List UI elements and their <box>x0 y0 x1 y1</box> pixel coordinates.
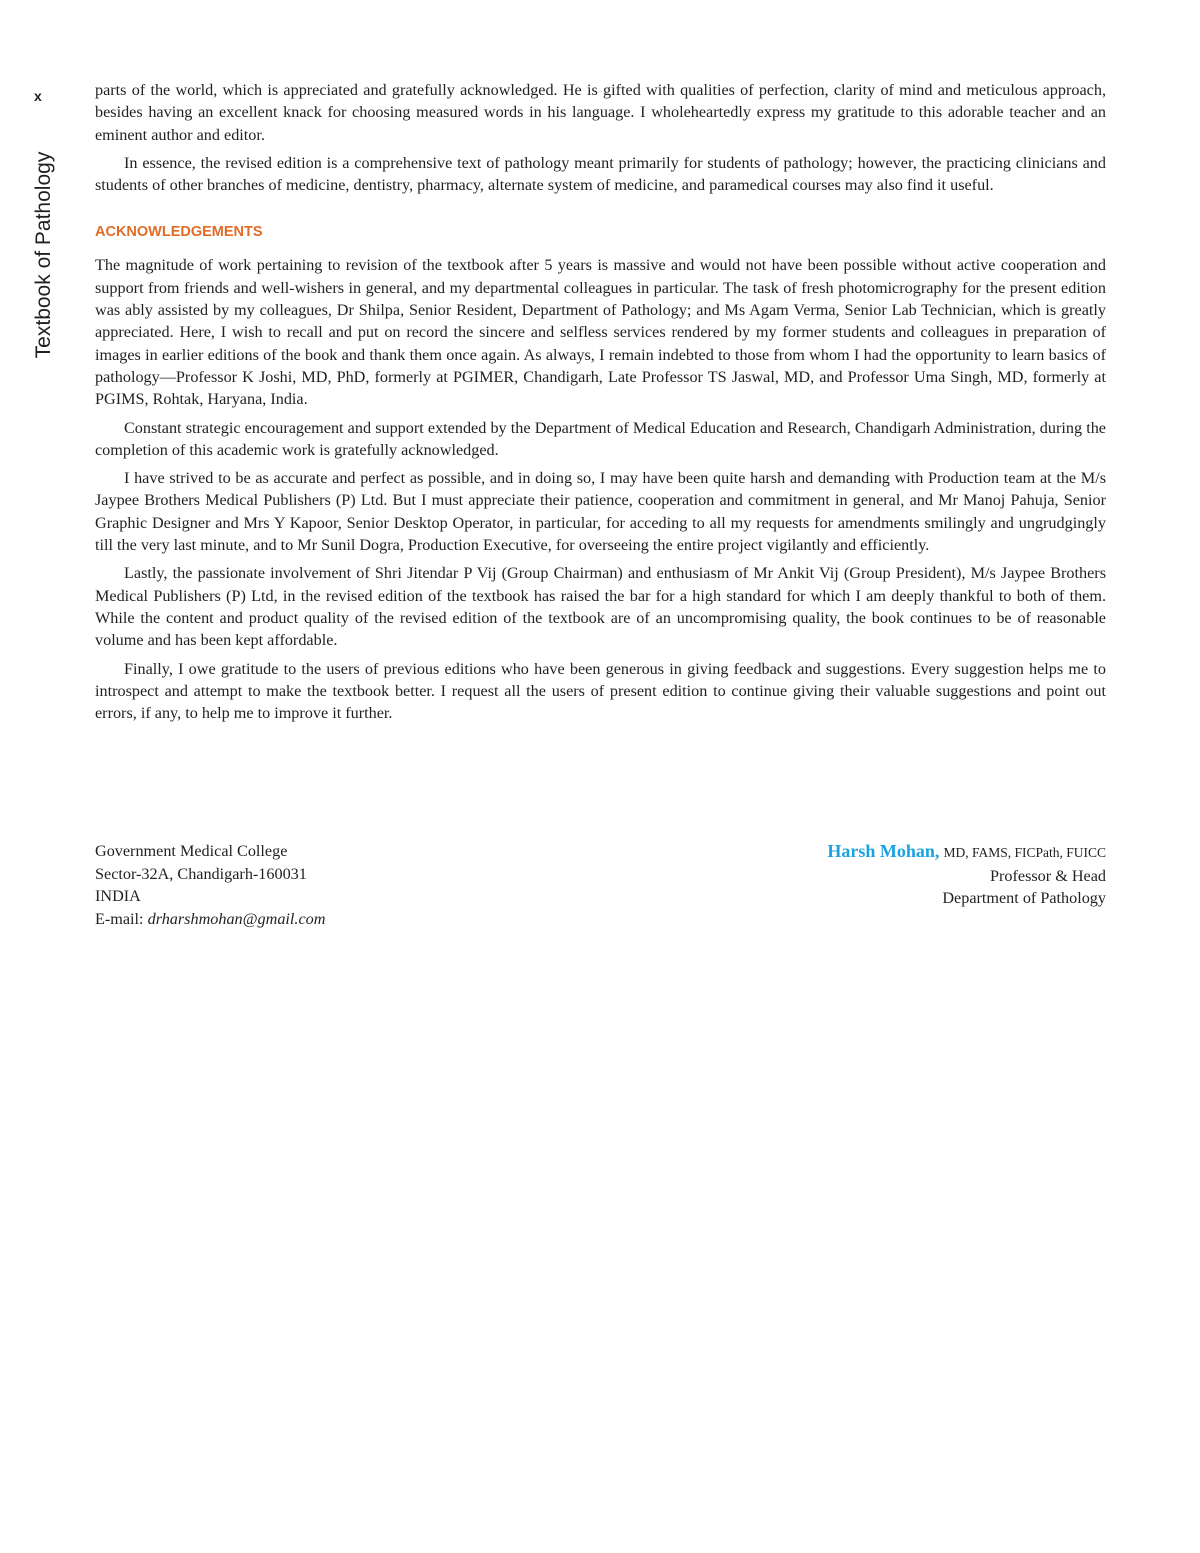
author-qualifications: MD, FAMS, FICPath, FUICC <box>943 845 1106 860</box>
email-address[interactable]: drharshmohan@gmail.com <box>147 909 326 928</box>
email-line <box>95 908 325 931</box>
author-signature <box>827 840 1106 910</box>
address-line: Government Medical College <box>95 842 288 860</box>
author-name-line <box>827 840 1106 865</box>
acknowledgement-paragraph: Lastly, the passionate involvement of Shri Jitendar P Vij (Group Chairman) and enthusiasm of Mr Ankit Vij (Group President), M/s Jaypee Brothers Medical Publishers (P) Ltd, in the revised edition of the textbook has raised the bar for a high standard for which I am deeply thankful to both of them. While the content and product quality of the revised edition of the textbook are of an uncompromising quality, the book continues to be of reasonable volume and has been kept affordable. <box>95 564 1106 650</box>
email-label: E-mail: <box>95 909 148 928</box>
page-number: x <box>34 88 42 104</box>
intro-paragraph: parts of the world, which is appreciated and gratefully acknowledged. He is gifted with qualities of perfection, clarity of mind and meticulous approach, besides having an excellent knack for choosing measured words in his language. I wholeheartedly express my gratitude to this adorable teacher and an eminent author and editor. <box>95 81 1106 144</box>
acknowledgement-paragraph: The magnitude of work pertaining to revision of the textbook after 5 years is massive and would not have been possible without active cooperation and support from friends and well-wishers in general, and my departmental colleagues in particular. The task of fresh photomicrography for the present edition was ably assisted by my colleagues, Dr Shilpa, Senior Resident, Department of Pathology; and Ms Agam Verma, Senior Lab Technician, which is greatly appreciated. Here, I wish to recall and put on record the sincere and selfless services rendered by my former students and colleagues in preparation of images in earlier editions of the book and thank them once again. As always, I remain indebted to those from whom I had the opportunity to learn basics of pathology—Professor K Joshi, MD, PhD, formerly at PGIMER, Chandigarh, Late Professor TS Jaswal, MD, and Professor Uma Singh, MD, formerly at PGIMS, Rohtak, Haryana, India. <box>95 256 1106 409</box>
address-block <box>95 840 325 930</box>
acknowledgements-heading: ACKNOWLEDGEMENTS <box>95 224 263 241</box>
acknowledgement-paragraph: Finally, I owe gratitude to the users of previous editions who have been generous in giving feedback and suggestions. Every suggestion helps me to introspect and attempt to make the textbook better. I request all the users of present edition to continue giving their valuable suggestions and point out errors, if any, to help me to improve it further. <box>95 659 1106 723</box>
author-department: Department of Pathology <box>942 889 1106 907</box>
author-name: Harsh Mohan, <box>827 841 940 861</box>
acknowledgement-paragraph: Constant strategic encouragement and support extended by the Department of Medical Education and Research, Chandigarh Administration, during the completion of this academic work is gratefully acknowledged. <box>95 418 1106 459</box>
page-body <box>95 79 1106 730</box>
author-title: Professor & Head <box>990 866 1106 885</box>
acknowledgement-paragraph: I have strived to be as accurate and perfect as possible, and in doing so, I may have been quite harsh and demanding with Production team at the M/s Jaypee Brothers Medical Publishers (P) Ltd. But I must appreciate their patience, cooperation and commitment in general, and Mr Manoj Pahuja, Senior Graphic Designer and Mrs Y Kapoor, Senior Desktop Operator, in particular, for acceding to all my requests for amendments smilingly and ungrudgingly till the very last minute, and to Mr Sunil Dogra, Production Executive, for overseeing the entire project vigilantly and efficiently. <box>95 469 1106 555</box>
address-line: INDIA <box>95 887 141 905</box>
address-line: Sector-32A, Chandigarh-160031 <box>95 864 307 883</box>
intro-paragraph: In essence, the revised edition is a comprehensive text of pathology meant primarily for students of pathology; however, the practicing clinicians and students of other branches of medicine, dentistry, pharmacy, alternate system of medicine, and paramedical courses may also find it useful. <box>95 153 1106 195</box>
running-title: Textbook of Pathology <box>32 151 55 359</box>
